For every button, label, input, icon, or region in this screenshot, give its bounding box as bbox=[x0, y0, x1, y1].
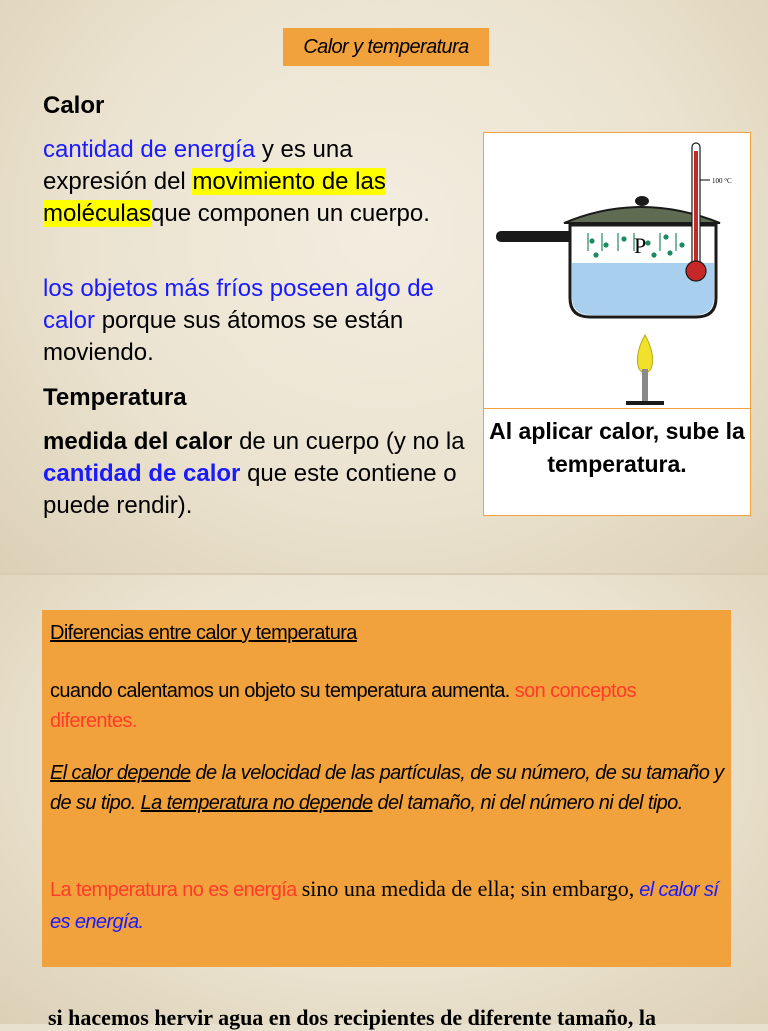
burner-base bbox=[626, 401, 664, 405]
temperatura-text-1: de un cuerpo (y no la bbox=[239, 428, 465, 455]
thermometer-label: 100 °C bbox=[712, 177, 732, 185]
pot-figure bbox=[483, 132, 751, 516]
pressure-label: P bbox=[634, 233, 647, 258]
figure-caption: Al aplicar calor, sube la temperatura. bbox=[489, 418, 745, 477]
figure-divider bbox=[484, 408, 750, 409]
differences-line-1 bbox=[50, 676, 725, 736]
line1-red-text: son conceptos diferentes. bbox=[50, 680, 636, 732]
line1-dot: . bbox=[504, 680, 510, 702]
temperatura-heading: Temperatura bbox=[43, 384, 187, 411]
differences-paragraph-3 bbox=[50, 873, 725, 938]
burner-stem bbox=[642, 369, 648, 401]
p3-serif-text: sino una medida de ella; sin embargo, bbox=[301, 876, 635, 901]
flame bbox=[637, 335, 652, 373]
differences-heading: Diferencias entre calor y temperatura bbox=[50, 622, 357, 644]
calor-heading: Calor bbox=[43, 92, 105, 119]
p2-underline-1: El calor depende bbox=[50, 762, 191, 784]
p3-red-text: La temperatura no es energía bbox=[50, 879, 297, 901]
p2-text-1: de la velocidad de las partículas, de su número, de su tamaño y de su tipo. bbox=[50, 762, 724, 814]
slide-title-text: Calor y temperatura bbox=[303, 35, 469, 58]
p2-underline-2: La temperatura no depende bbox=[140, 792, 373, 814]
calor-paragraph-1 bbox=[43, 134, 463, 230]
temperatura-text-2: que este contiene o puede rendir). bbox=[43, 460, 457, 519]
boiling-pot-illustration bbox=[484, 133, 750, 408]
calor-highlight-2: moléculas bbox=[43, 200, 152, 227]
temperatura-paragraph bbox=[43, 426, 478, 522]
thermometer-bulb bbox=[686, 261, 706, 281]
thermometer-mercury bbox=[694, 151, 698, 271]
differences-box bbox=[42, 610, 731, 967]
p3-blue-text: el calor sí es energía. bbox=[50, 879, 719, 933]
pot-handle bbox=[496, 231, 574, 242]
differences-paragraph-2 bbox=[50, 758, 725, 818]
calor-paragraph-2 bbox=[43, 273, 473, 369]
lid-knob bbox=[635, 196, 649, 206]
temperatura-bold: medida del calor bbox=[43, 428, 233, 455]
temperatura-blue-bold: cantidad de calor bbox=[43, 460, 241, 487]
calor-p1-text: y es una expresión del bbox=[43, 136, 353, 195]
bottom-text: si hacemos hervir agua en dos recipientes de diferente tamaño, la bbox=[48, 1005, 657, 1030]
calor-highlight-1: movimiento de las bbox=[192, 168, 386, 195]
calor-definition-blue: cantidad de energía bbox=[43, 136, 256, 163]
slide-title bbox=[283, 28, 489, 66]
p2-text-2: del tamaño, ni del número ni del tipo. bbox=[377, 792, 683, 814]
calor-p2-blue: los objetos más fríos poseen algo de calor bbox=[43, 275, 434, 334]
line1-text: cuando calentamos un objeto su temperatura aumenta bbox=[50, 680, 505, 702]
calor-p2-text: porque sus átomos se están moviendo. bbox=[43, 307, 404, 366]
calor-p1-rest: que componen un cuerpo. bbox=[151, 200, 430, 227]
